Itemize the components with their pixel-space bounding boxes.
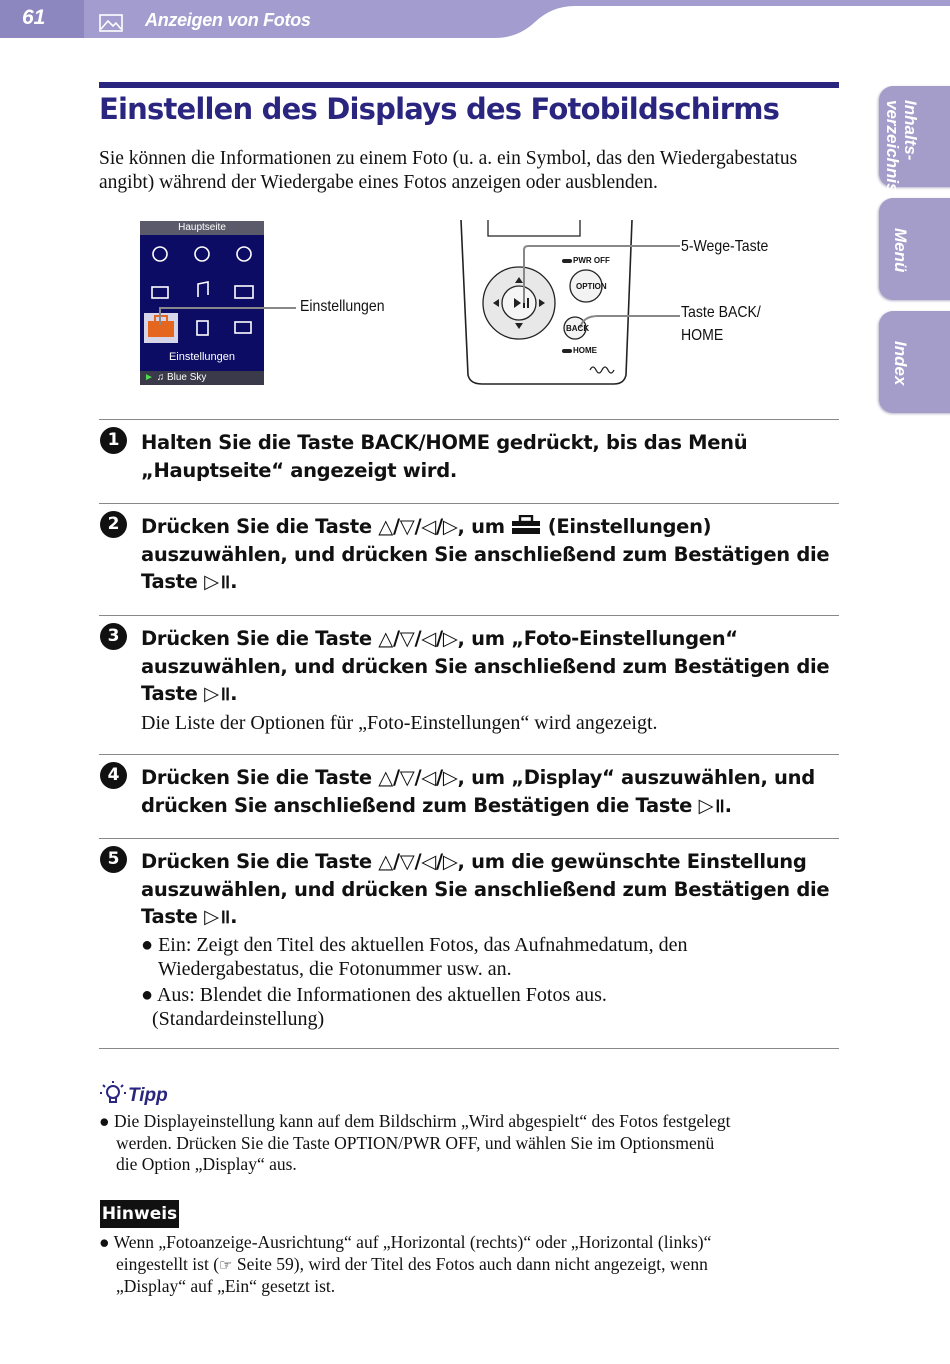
step-line: auszuwählen, und drücken Sie anschließend zum Bestätigen die (141, 542, 830, 566)
back-label: BACK (566, 324, 590, 333)
step-note: Die Liste der Optionen für „Foto-Einstellungen“ wird angezeigt. (141, 712, 658, 734)
lightbulb-icon (99, 1079, 127, 1107)
pwr-off-label: PWR OFF (573, 256, 610, 265)
header-bar (0, 0, 950, 38)
step-divider (99, 615, 839, 616)
section-title: Anzeigen von Fotos (145, 10, 311, 30)
tab-contents-label: Inhalts- verzeichnis (883, 100, 920, 193)
callout-back-1: Taste BACK/ (681, 304, 761, 321)
toolbox-icon (511, 515, 541, 535)
photo-icon (99, 14, 123, 32)
step-divider (99, 838, 839, 839)
step-2-text (141, 513, 831, 596)
step-line: Drücken Sie die Taste △/▽/◁/▷, um die gewünschte Einstellung (141, 850, 807, 873)
pointing-hand-icon[interactable]: ☞ (219, 1255, 233, 1274)
bullet-aus (141, 983, 607, 1031)
bullet-text: (Standardeinstellung) (152, 1008, 325, 1030)
step-line: auszuwählen, und drücken Sie anschließend zum Bestätigen die (141, 877, 830, 901)
notice-line: „Display“ auf „Ein“ gesetzt ist. (116, 1276, 336, 1296)
player-illustration (458, 220, 688, 388)
step-divider (99, 754, 839, 755)
bullet-dot: ● (99, 1232, 114, 1252)
screen-status-text: ♫ Blue Sky (156, 372, 207, 383)
bullet-dot: ● (99, 1111, 114, 1131)
step-line-part: (Einstellungen) (547, 515, 712, 538)
step-line: Taste ▷॥. (141, 682, 238, 705)
tip-line: werden. Drücken Sie die Taste OPTION/PWR OFF, und wählen Sie im Optionsmenü (116, 1132, 715, 1153)
bullet-text: Ein: Zeigt den Titel des aktuellen Fotos, das Aufnahmedatum, den (158, 934, 688, 956)
step-number: 3 (100, 623, 127, 650)
bullet-text: Aus: Blendet die Informationen des aktuellen Fotos aus. (156, 984, 607, 1006)
intro-text: Sie können die Informationen zu einem Foto (u. a. ein Symbol, das den Wiedergabestatus angibt) während der Wiedergabe eines Fotos anzeigen oder ausblenden. (99, 148, 798, 193)
step-divider (99, 503, 839, 504)
tab-index-label: Index (891, 341, 910, 386)
notice-line-part: eingestellt ist ( (116, 1253, 220, 1274)
bullet-dot: ● (141, 984, 157, 1006)
tip-label: Tipp (128, 1085, 168, 1106)
tip-line: die Option „Display“ aus. (116, 1154, 297, 1174)
section-divider (99, 1048, 839, 1049)
callout-settings: Einstellungen (300, 298, 385, 315)
step-number: 1 (100, 427, 127, 454)
tab-index[interactable] (879, 311, 950, 413)
screen-status-bar: ► ♫ Blue Sky (140, 371, 264, 385)
callout-back-2: HOME (681, 327, 724, 344)
step-4-text (141, 764, 831, 819)
notice-label: Hinweis (100, 1200, 179, 1228)
notice-line: Wenn „Fotoanzeige-Ausrichtung“ auf „Horizontal (rechts)“ oder „Horizontal (links)“ (113, 1232, 712, 1252)
option-label: OPTION (576, 282, 607, 291)
step-line: Drücken Sie die Taste △/▽/◁/▷, um „Foto-Einstellungen“ (141, 627, 738, 650)
step-line: „Hauptseite“ angezeigt wird. (141, 458, 457, 482)
step-number: 4 (100, 762, 127, 789)
bullet-dot: ● (141, 934, 159, 956)
callout-line-settings (150, 300, 300, 330)
step-number: 5 (100, 846, 127, 873)
page-number: 61 (22, 6, 46, 29)
callout-5way: 5-Wege-Taste (681, 238, 769, 255)
tip-text (99, 1111, 730, 1176)
title-rule (99, 82, 839, 88)
tab-menu-label: Menü (891, 228, 910, 273)
tab-contents[interactable] (879, 86, 950, 193)
step-line: auszuwählen, und drücken Sie anschließend zum Bestätigen die (141, 654, 830, 678)
home-label: HOME (573, 346, 597, 355)
step-line: Halten Sie die Taste BACK/HOME gedrückt, bis das Menü (141, 431, 748, 454)
tip-line: Die Displayeinstellung kann auf dem Bildschirm „Wird abgespielt“ des Fotos festgelegt (113, 1111, 731, 1131)
bullet-text: Wiedergabestatus, die Fotonummer usw. an. (158, 958, 512, 980)
step-line (141, 513, 831, 541)
home-menu-icons (140, 235, 264, 351)
step-number: 2 (100, 511, 127, 538)
step-3-text (141, 625, 831, 708)
step-line: Drücken Sie die Taste △/▽/◁/▷, um „Display“ auszuwählen, und (141, 766, 815, 789)
tab-menu[interactable] (879, 198, 950, 300)
step-line: Taste ▷॥. (141, 905, 238, 928)
step-divider (99, 419, 839, 420)
step-line: drücken Sie anschließend zum Bestätigen die Taste ▷॥. (141, 793, 732, 817)
notice-line-part: Seite 59), wird der Titel des Fotos auch dann nicht angezeigt, wenn (232, 1253, 708, 1274)
page-title: Einstellen des Displays des Fotobildschirms (99, 92, 780, 126)
bullet-ein (141, 933, 687, 981)
notice-text (99, 1232, 711, 1298)
screen-selected-label: Einstellungen (168, 351, 236, 363)
step-5-text (141, 848, 831, 931)
step-line-part: Drücken Sie die Taste △/▽/◁/▷, um (141, 515, 505, 538)
step-1-text (141, 429, 831, 484)
step-line: Taste ▷॥. (141, 570, 238, 593)
screen-header: Hauptseite (140, 221, 264, 235)
